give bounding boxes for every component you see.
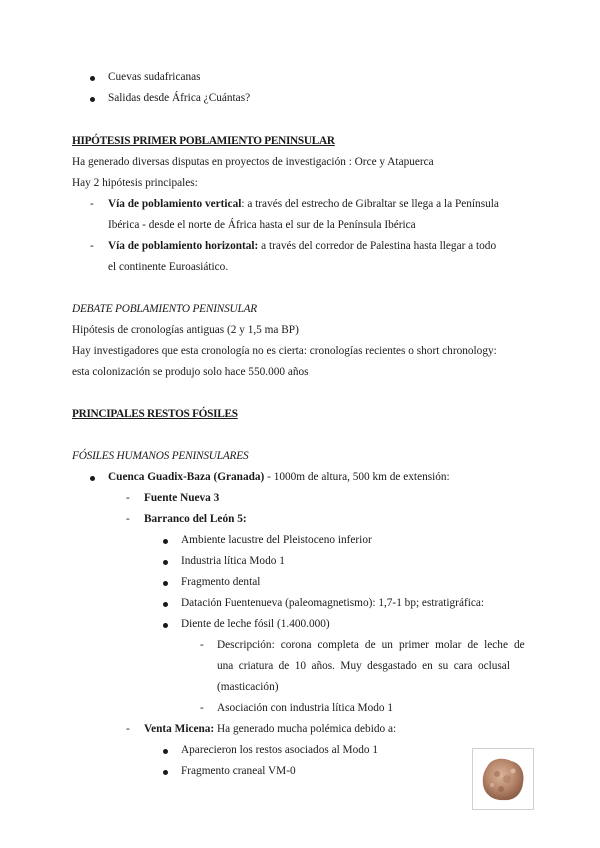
fossil-tooth-icon	[473, 749, 533, 809]
list-item-cuenca	[108, 467, 450, 488]
cuenca-label: Cuenca Guadix-Baza (Granada)	[108, 471, 265, 483]
list-item-continuation: el continente Euroasiático.	[108, 261, 229, 273]
bullet	[163, 560, 168, 565]
dash-marker: -	[90, 240, 94, 252]
list-item: Diente de leche fósil (1.400.000)	[181, 618, 330, 630]
horizontal-label: Vía de poblamiento horizontal:	[108, 240, 259, 252]
paragraph-line: Ha generado diversas disputas en proyectos de investigación : Orce y Atapuerca	[72, 156, 434, 168]
bullet	[163, 749, 168, 754]
vertical-label: Vía de poblamiento vertical	[108, 198, 242, 210]
list-item: Fragmento craneal VM-0	[181, 765, 296, 777]
bullet	[163, 602, 168, 607]
list-item: Cuevas sudafricanas	[108, 71, 201, 83]
list-item: Salidas desde África ¿Cuántas?	[108, 92, 251, 104]
list-item-barranco	[144, 509, 247, 530]
venta-label: Venta Micena:	[144, 723, 215, 735]
paragraph-line: Hipótesis de cronologías antiguas (2 y 1,5 ma BP)	[72, 324, 299, 336]
horizontal-text: a través del corredor de Palestina hasta llegar a todo	[258, 240, 497, 252]
list-item: Fragmento dental	[181, 576, 261, 588]
bullet	[163, 623, 168, 628]
paragraph-line: Hay 2 hipótesis principales:	[72, 177, 198, 189]
list-item-venta-micena	[144, 719, 396, 740]
bullet	[163, 539, 168, 544]
descripcion-line: una criatura de 10 años. Muy desgastado en su cara oclusal	[217, 660, 510, 672]
dash-marker: -	[126, 492, 130, 504]
fossil-image	[472, 748, 534, 810]
barranco-label: Barranco del León 5:	[144, 513, 247, 525]
cuenca-text: - 1000m de altura, 500 km de extensión:	[264, 471, 450, 483]
dash-marker: -	[200, 702, 204, 714]
paragraph-line: Hay investigadores que esta cronología no es cierta: cronologías recientes o short chronology:	[72, 345, 497, 357]
list-item: Aparecieron los restos asociados al Modo 1	[181, 744, 379, 756]
section-heading-restos: PRINCIPALES RESTOS FÓSILES	[72, 408, 238, 420]
fuente-nueva-label: Fuente Nueva 3	[144, 492, 220, 504]
list-item-vertical	[108, 194, 499, 215]
bullet	[163, 770, 168, 775]
list-item: Ambiente lacustre del Pleistoceno inferior	[181, 534, 372, 546]
list-item-horizontal	[108, 236, 496, 257]
dash-marker: -	[90, 198, 94, 210]
section-heading-debate: DEBATE POBLAMIENTO PENINSULAR	[72, 303, 257, 315]
paragraph-line: esta colonización se produjo solo hace 550.000 años	[72, 366, 309, 378]
subheading-fosiles: FÓSILES HUMANOS PENINSULARES	[72, 450, 249, 462]
descripcion-line: (masticación)	[217, 681, 279, 693]
bullet	[90, 476, 95, 481]
list-item-continuation: Ibérica - desde el norte de África hasta el sur de la Península Ibérica	[108, 219, 416, 231]
bullet	[90, 97, 95, 102]
dash-marker: -	[126, 723, 130, 735]
dash-marker: -	[126, 513, 130, 525]
bullet	[90, 76, 95, 81]
vertical-text: : a través del estrecho de Gibraltar se llega a la Península	[241, 198, 499, 210]
bullet	[163, 581, 168, 586]
venta-text: Ha generado mucha polémica debido a:	[214, 723, 397, 735]
list-item-fuente-nueva	[144, 488, 219, 509]
list-item: Datación Fuentenueva (paleomagnetismo): 1,7-1 bp; estratigráfica:	[181, 597, 485, 609]
list-item: Asociación con industria lítica Modo 1	[217, 702, 394, 714]
descripcion-line: Descripción: corona completa de un primer molar de leche de	[217, 639, 525, 651]
dash-marker: -	[200, 639, 204, 651]
list-item: Industria lítica Modo 1	[181, 555, 285, 567]
section-heading-hipotesis: HIPÓTESIS PRIMER POBLAMIENTO PENINSULAR	[72, 135, 335, 147]
